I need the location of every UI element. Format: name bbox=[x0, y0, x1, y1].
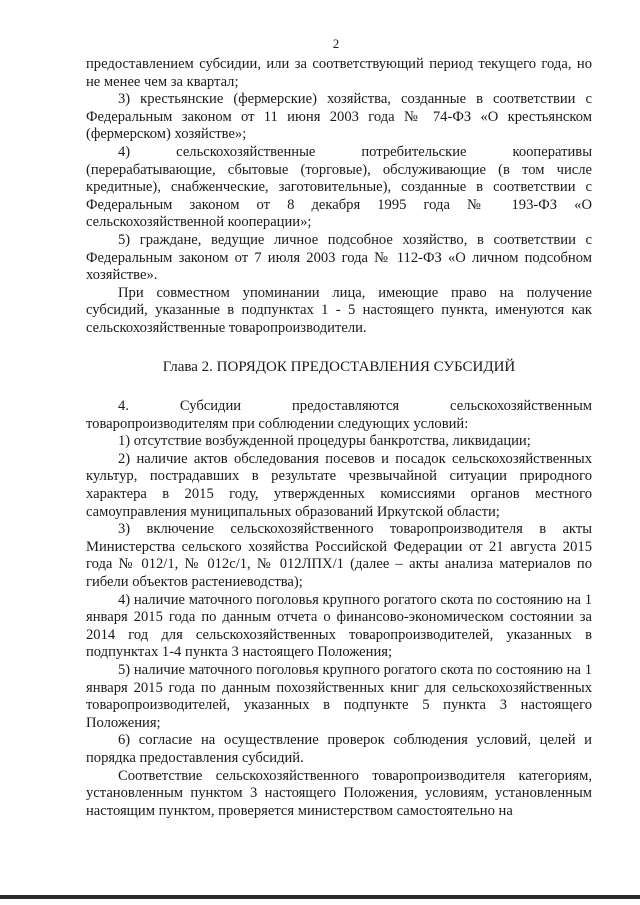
paragraph: При совместном упоминании лица, имеющие право на получение субсидий, указанные в подпунктах 1 - 5 настоящего пункта, именуются как сельскохозяйственные товаропроизводители. bbox=[86, 284, 592, 336]
paragraph: 5) граждане, ведущие личное подсобное хозяйство, в соответствии с Федеральным законом от 7 июля 2003 года № 112-ФЗ «О личном подсобном хозяйстве». bbox=[86, 231, 592, 284]
paragraph: 4) сельскохозяйственные потребительские кооперативы (перерабатывающие, сбытовые (торговые), обслуживающие (в том числе кредитные), снабженческие, заготовительные), созданные в соответствии с Федеральным законом от 8 декабря 1995 года № 193-ФЗ «О сельскохозяйственной кооперации»; bbox=[86, 143, 592, 231]
paragraph: 3) включение сельскохозяйственного товаропроизводителя в акты Министерства сельского хозяйства Российской Федерации от 21 августа 2015 года № 012/1, № 012с/1, № 012ЛПХ/1 (далее – акты анализа материалов по гибели объектов растениеводства); bbox=[86, 521, 592, 591]
paragraph: 3) крестьянские (фермерские) хозяйства, созданные в соответствии с Федеральным законом от 11 июня 2003 года № 74-ФЗ «О крестьянском (фермерском) хозяйстве»; bbox=[86, 91, 592, 143]
bottom-scan-border bbox=[0, 895, 640, 899]
page-number: 2 bbox=[332, 36, 340, 51]
paragraph: 6) согласие на осуществление проверок соблюдения условий, целей и порядка предоставления субсидий. bbox=[86, 732, 592, 766]
chapter-heading: Глава 2. ПОРЯДОК ПРЕДОСТАВЛЕНИЯ СУБСИДИЙ bbox=[162, 358, 516, 375]
paragraph: предоставлением субсидии, или за соответствующий период текущего года, но не менее чем за квартал; bbox=[86, 56, 592, 90]
paragraph: 4. Субсидии предоставляются сельскохозяйственным товаропроизводителям при соблюдении следующих условий: bbox=[86, 398, 592, 432]
paragraph: Соответствие сельскохозяйственного товаропроизводителя категориям, установленным пунктом 3 настоящего Положения, условиям, установленным настоящим пунктом, проверяется министерством самостоятельно на bbox=[86, 767, 592, 819]
paragraph: 2) наличие актов обследования посевов и посадок сельскохозяйственных культур, пострадавших в результате чрезвычайной ситуации природного характера в 2015 году, утвержденных комиссиями органов местного самоуправления муниципальных образований Иркутской области; bbox=[86, 450, 592, 520]
document-body bbox=[86, 56, 592, 820]
paragraph: 4) наличие маточного поголовья крупного рогатого скота по состоянию на 1 января 2015 года по данным отчета о финансово-экономическом состоянии за 2014 год для сельскохозяйственных товаропроизводителей, указанных в подпунктах 1-4 пункта 3 настоящего Положения; bbox=[86, 591, 592, 661]
paragraph: 5) наличие маточного поголовья крупного рогатого скота по состоянию на 1 января 2015 года по данным похозяйственных книг для сельскохозяйственных товаропроизводителей, указанных в подпункте 5 пункта 3 настоящего Положения; bbox=[86, 662, 592, 731]
paragraph: 1) отсутствие возбужденной процедуры банкротства, ликвидации; bbox=[118, 433, 531, 450]
